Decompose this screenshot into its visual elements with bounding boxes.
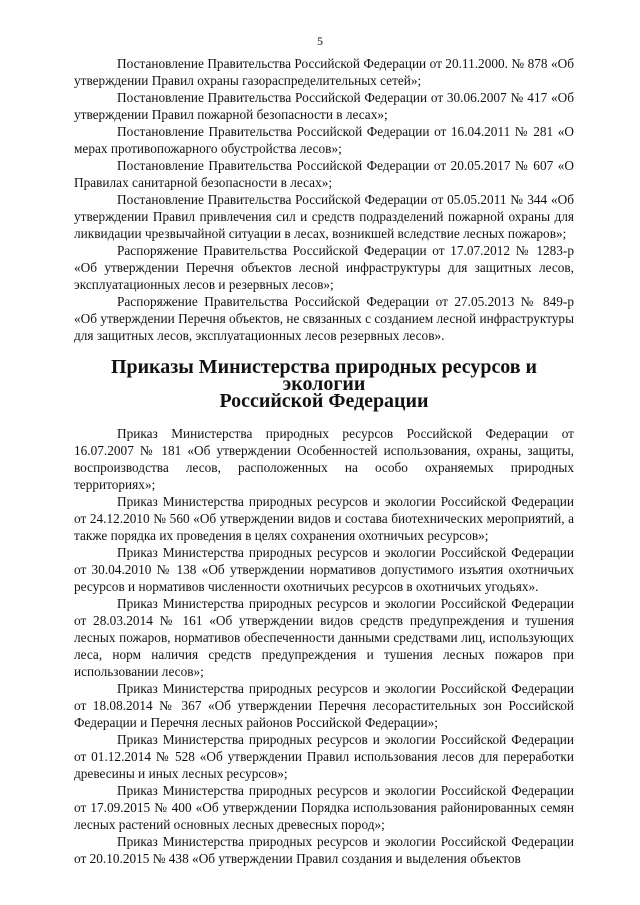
document-body <box>74 55 574 867</box>
decree-paragraph: Постановление Правительства Российской Федерации от 16.04.2011 № 281 «О мерах противопожарного обустройства лесов»; <box>74 124 574 156</box>
decree-paragraph: Постановление Правительства Российской Федерации от 20.05.2017 № 607 «О Правилах санитарной безопасности в лесах»; <box>74 158 574 190</box>
order-paragraph: Приказ Министерства природных ресурсов и экологии Российской Федерации от 28.03.2014 № 161 «Об утверждении видов средств предупреждения и тушения лесных пожаров, нормативов обеспеченности данными средствами лиц, использующих леса, норм наличия средств предупреждения и тушения лесных пожаров при использовании лесов»; <box>74 596 574 679</box>
order-paragraph: Приказ Министерства природных ресурсов и экологии Российской Федерации от 24.12.2010 № 560 «Об утверждении видов и состава биотехнических мероприятий, а также порядка их проведения в целях сохранения охотничьих ресурсов»; <box>74 494 574 543</box>
decree-paragraph: Распоряжение Правительства Российской Федерации от 27.05.2013 № 849-р «Об утверждении Перечня объектов, не связанных с созданием лесной инфраструктуры для защитных лесов, эксплуатационных лесов резервных лесов». <box>74 294 575 343</box>
decree-paragraph: Распоряжение Правительства Российской Федерации от 17.07.2012 № 1283-р «Об утверждении Перечня объектов лесной инфраструктуры для защитных лесов, эксплуатационных лесов и резервных лесов»; <box>74 243 574 292</box>
order-paragraph: Приказ Министерства природных ресурсов и экологии Российской Федерации от 30.04.2010 № 138 «Об утверждении нормативов допустимого изъятия охотничьих ресурсов и нормативов численности охотничьих ресурсов в охотничьих угодьях». <box>74 545 574 594</box>
page-number: 5 <box>317 34 323 48</box>
order-paragraph: Приказ Министерства природных ресурсов и экологии Российской Федерации от 17.09.2015 № 400 «Об утверждении Порядка использования районированных семян лесных растений основных лесных древесных пород»; <box>74 783 574 832</box>
decree-paragraph: Постановление Правительства Российской Федерации от 20.11.2000. № 878 «Об утверждении Правил охраны газораспределительных сетей»; <box>74 56 574 88</box>
decree-paragraph: Постановление Правительства Российской Федерации от 30.06.2007 № 417 «Об утверждении Правил пожарной безопасности в лесах»; <box>74 90 574 122</box>
section-heading-line: Российской Федерации <box>219 390 429 412</box>
order-paragraph: Приказ Министерства природных ресурсов и экологии Российской Федерации от 20.10.2015 № 438 «Об утверждении Правил создания и выделения объектов <box>74 834 574 866</box>
section-heading-line: Приказы Министерства природных ресурсов и экологии <box>110 356 538 395</box>
order-paragraph: Приказ Министерства природных ресурсов Российской Федерации от 16.07.2007 № 181 «Об утверждении Особенностей использования, охраны, защиты, воспроизводства лесов, расположенных на особо охраняемых природных территориях»; <box>74 426 574 492</box>
order-paragraph: Приказ Министерства природных ресурсов и экологии Российской Федерации от 18.08.2014 № 367 «Об утверждении Перечня лесорастительных зон Российской Федерации и Перечня лесных районов Российской Федерации»; <box>74 681 574 730</box>
decree-paragraph: Постановление Правительства Российской Федерации от 05.05.2011 № 344 «Об утверждении Правил привлечения сил и средств подразделений пожарной охраны для ликвидации чрезвычайной ситуации в лесах, возникшей вследствие лесных пожаров»; <box>74 192 574 241</box>
order-paragraph: Приказ Министерства природных ресурсов и экологии Российской Федерации от 01.12.2014 № 528 «Об утверждении Правил использования лесов для переработки древесины и иных лесных ресурсов»; <box>74 732 574 781</box>
section-heading <box>74 356 574 412</box>
